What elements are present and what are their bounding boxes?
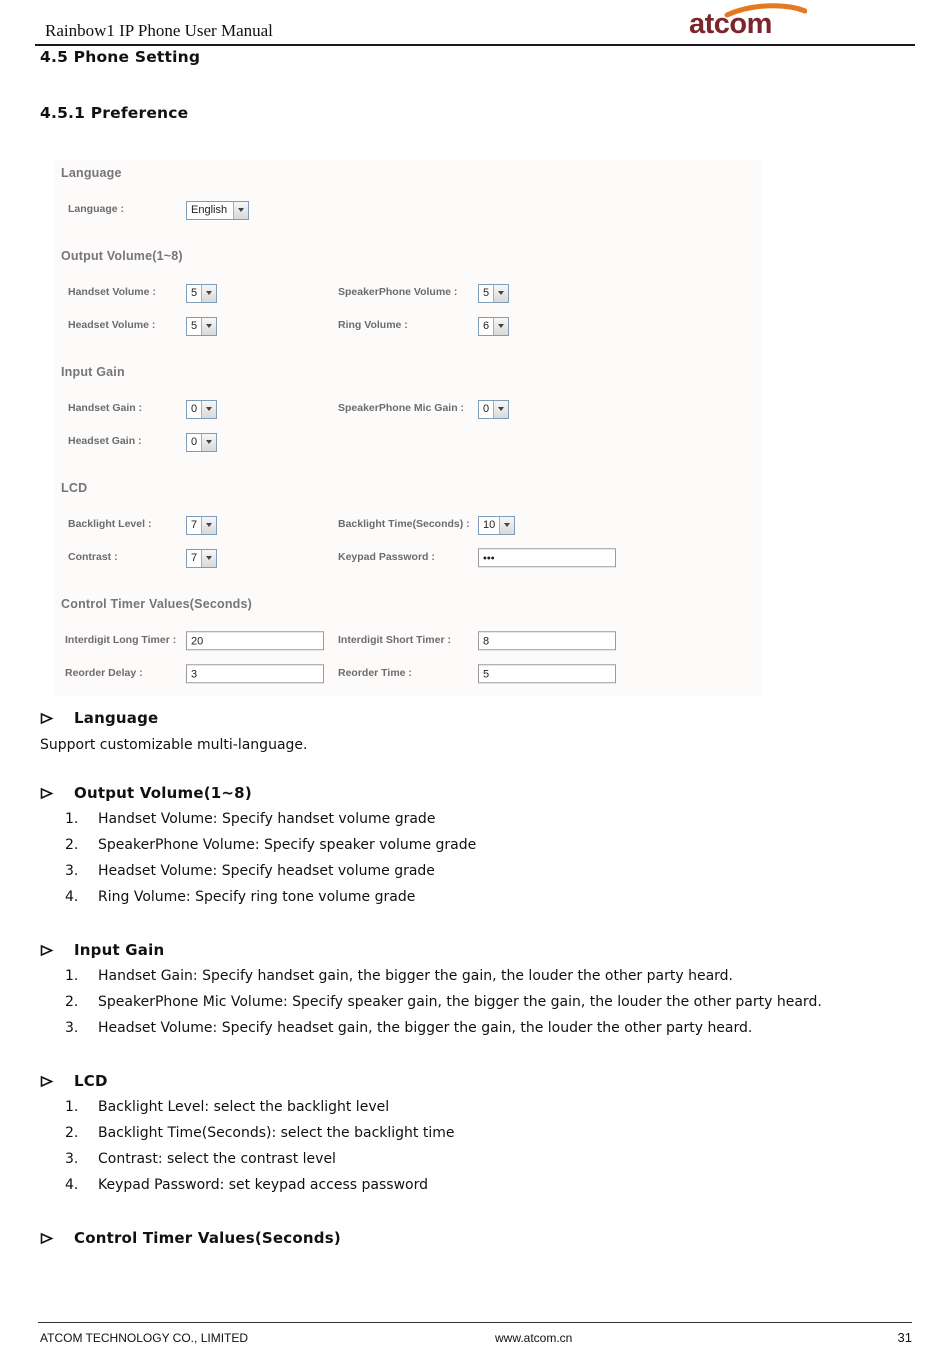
language-row (55, 192, 761, 225)
backlight-level-label: Backlight Level : (68, 517, 152, 530)
backlight-level-select[interactable] (186, 516, 217, 535)
list-item: 3. Headset Volume: Specify headset volume grade (65, 863, 435, 879)
group-title-language: Language (61, 166, 122, 180)
list-item: 4. Ring Volume: Specify ring tone volume grade (65, 889, 416, 905)
handset-gain-label: Handset Gain : (68, 401, 143, 414)
dropdown-arrow-icon[interactable] (201, 285, 216, 302)
group-title-control-timer: Control Timer Values(Seconds) (61, 597, 253, 611)
list-item: 1. Handset Gain: Specify handset gain, the bigger the gain, the louder the other party heard. (65, 968, 733, 984)
body-section-title: Input Gain (74, 941, 165, 959)
body-section-control-timer (40, 1228, 913, 1248)
body-section-input-gain (40, 940, 913, 1041)
body-text (40, 700, 913, 1248)
interdigit-long-timer-label: Interdigit Long Timer : (65, 633, 177, 646)
interdigit-short-timer-input[interactable] (478, 631, 616, 650)
body-section-title: Control Timer Values(Seconds) (74, 1229, 341, 1247)
speakerphone-volume-select[interactable] (478, 284, 509, 303)
logo-text: atcom (689, 8, 772, 38)
arrow-bullet-icon (40, 787, 53, 800)
language-label: Language : (68, 202, 125, 215)
reorder-delay-label: Reorder Delay : (65, 666, 143, 679)
list-item: 1. Backlight Level: select the backlight level (65, 1099, 390, 1115)
atcom-logo-graphic (689, 2, 807, 38)
contrast-value: 7 (191, 551, 198, 564)
subsection-heading: 4.5.1 Preference (40, 104, 189, 122)
page-number: 31 (897, 1330, 912, 1345)
backlight-time-label: Backlight Time(Seconds) : (338, 517, 470, 530)
control-timer-row-1 (55, 623, 761, 656)
handset-volume-label: Handset Volume : (68, 285, 156, 298)
speakerphone-volume-value: 5 (483, 286, 490, 299)
body-section-title: Language (74, 709, 159, 727)
headset-gain-select[interactable] (186, 433, 217, 452)
headset-volume-value: 5 (191, 319, 198, 332)
page-header (35, 0, 915, 46)
body-section-language (40, 708, 913, 753)
body-section-title: LCD (74, 1072, 108, 1090)
arrow-bullet-icon (40, 1075, 53, 1088)
arrow-bullet-icon (40, 1232, 53, 1245)
atcom-logo (689, 2, 807, 44)
footer-company: ATCOM TECHNOLOGY CO., LIMITED (40, 1331, 249, 1345)
handset-volume-value: 5 (191, 286, 198, 299)
dropdown-arrow-icon[interactable] (201, 318, 216, 335)
output-volume-row-2 (55, 308, 761, 341)
language-select[interactable] (186, 201, 249, 220)
handset-gain-value: 0 (191, 402, 198, 415)
list-item: 3. Headset Volume: Specify headset gain, the bigger the gain, the louder the other party heard. (65, 1020, 753, 1036)
handset-volume-select[interactable] (186, 284, 217, 303)
footer-website: www.atcom.cn (495, 1331, 573, 1345)
list-item: 2. Backlight Time(Seconds): select the backlight time (65, 1125, 455, 1141)
list-item: 1. Handset Volume: Specify handset volume grade (65, 811, 436, 827)
dropdown-arrow-icon[interactable] (201, 401, 216, 418)
headset-gain-label: Headset Gain : (68, 434, 142, 447)
document-title: Rainbow1 IP Phone User Manual (45, 21, 273, 40)
dropdown-arrow-icon[interactable] (493, 318, 508, 335)
list-item: 2. SpeakerPhone Volume: Specify speaker volume grade (65, 837, 477, 853)
ring-volume-select[interactable] (478, 317, 509, 336)
headset-volume-select[interactable] (186, 317, 217, 336)
backlight-time-value: 10 (483, 518, 496, 531)
handset-gain-select[interactable] (186, 400, 217, 419)
group-title-output-volume: Output Volume(1~8) (61, 249, 183, 263)
reorder-time-label: Reorder Time : (338, 666, 412, 679)
section-heading: 4.5 Phone Setting (40, 48, 201, 66)
output-volume-row-1 (55, 275, 761, 308)
keypad-password-input[interactable] (478, 548, 616, 567)
input-gain-row-1 (55, 391, 761, 424)
headset-gain-value: 0 (191, 435, 198, 448)
backlight-time-select[interactable] (478, 516, 515, 535)
backlight-level-value: 7 (191, 518, 198, 531)
interdigit-short-timer-label: Interdigit Short Timer : (338, 633, 451, 646)
body-section-title: Output Volume(1~8) (74, 784, 252, 802)
list-item: 4. Keypad Password: set keypad access password (65, 1177, 428, 1193)
dropdown-arrow-icon[interactable] (201, 434, 216, 451)
speakerphone-mic-gain-select[interactable] (478, 400, 509, 419)
lcd-row-1 (55, 507, 761, 540)
headset-volume-label: Headset Volume : (68, 318, 156, 331)
speakerphone-volume-label: SpeakerPhone Volume : (338, 285, 458, 298)
speakerphone-mic-gain-label: SpeakerPhone Mic Gain : (338, 401, 465, 414)
page-footer (38, 1322, 912, 1350)
reorder-time-input[interactable] (478, 664, 616, 683)
ring-volume-label: Ring Volume : (338, 318, 408, 331)
dropdown-arrow-icon[interactable] (233, 202, 248, 219)
control-timer-row-2 (55, 656, 761, 689)
speakerphone-mic-gain-value: 0 (483, 402, 490, 415)
lcd-row-2 (55, 540, 761, 573)
dropdown-arrow-icon[interactable] (201, 550, 216, 567)
body-section-output-volume (40, 783, 913, 910)
list-item: 2. SpeakerPhone Mic Volume: Specify speaker gain, the bigger the gain, the louder the other party heard. (65, 994, 822, 1010)
contrast-label: Contrast : (68, 550, 118, 563)
group-title-input-gain: Input Gain (61, 365, 125, 379)
arrow-bullet-icon (40, 944, 53, 957)
body-section-lcd (40, 1071, 913, 1198)
ring-volume-value: 6 (483, 319, 490, 332)
dropdown-arrow-icon[interactable] (499, 517, 514, 534)
dropdown-arrow-icon[interactable] (493, 285, 508, 302)
group-title-lcd: LCD (61, 481, 88, 495)
input-gain-row-2 (55, 424, 761, 457)
language-select-value: English (191, 203, 228, 216)
preference-settings-screenshot (55, 160, 761, 696)
contrast-select[interactable] (186, 549, 217, 568)
list-item: 3. Contrast: select the contrast level (65, 1151, 336, 1167)
reorder-delay-input[interactable] (186, 664, 324, 683)
dropdown-arrow-icon[interactable] (493, 401, 508, 418)
body-paragraph: Support customizable multi-language. (40, 737, 308, 753)
interdigit-long-timer-input[interactable] (186, 631, 324, 650)
dropdown-arrow-icon[interactable] (201, 517, 216, 534)
keypad-password-label: Keypad Password : (338, 550, 435, 563)
arrow-bullet-icon (40, 712, 53, 725)
